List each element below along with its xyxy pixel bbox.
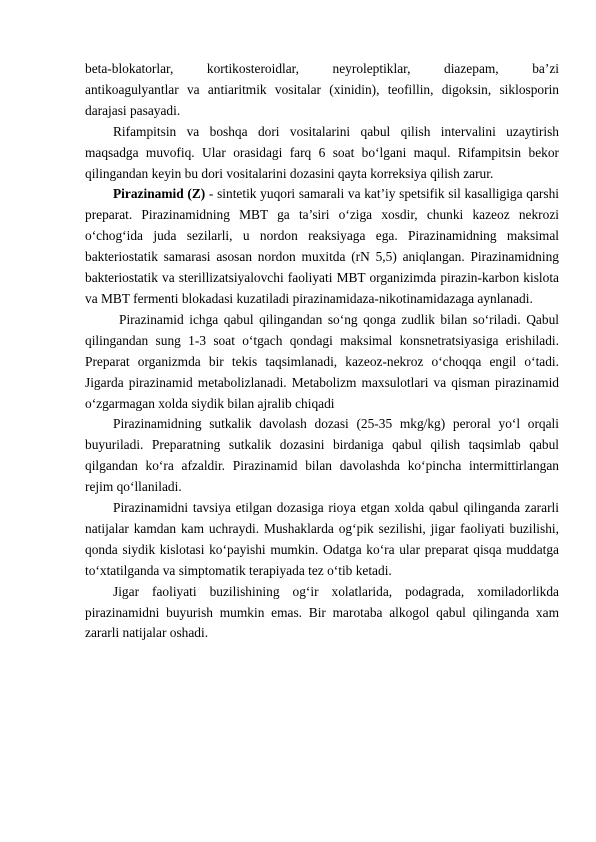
paragraph-pirazinamid-intro bbox=[85, 184, 559, 309]
paragraph-continuation-rest: antikoagulyantlar va antiaritmik vositalar (xinidin), teofillin, digoksin, siklosporin darajasi pasayadi. bbox=[85, 81, 559, 118]
pirazinamid-heading: Pirazinamid (Z) bbox=[113, 186, 206, 202]
paragraph-pirazinamid-absorption: Pirazinamid ichga qabul qilingandan so‘ng qonga zudlik bilan so‘riladi. Qabul qilingandan sung 1-3 soat o‘tgach qondagi maksimal konsnetratsiyasiga erishiladi. Preparat organizmda bir tekis taqsimlanadi, kazeoz-nekroz o‘choqqa engil o‘tadi. Jigarda pirazinamid metabolizlanadi. Metabolizm maxsulotlari va qisman pirazinamid o‘zgarmagan xolda siydik bilan ajralib chiqadi bbox=[85, 311, 559, 411]
paragraph-pirazinamid-dosage: Pirazinamidning sutkalik davolash dozasi (25-35 mkg/kg) peroral yo‘l orqali buyuriladi. Preparatning sutkalik dozasini birdaniga qabul qilish taqsimlab qabul qilgandan ko‘ra afzaldir. Pirazinamid bilan davolashda ko‘pincha intermittirlangan rejim qo‘llaniladi. bbox=[85, 416, 559, 495]
paragraph-pirazinamid-side-effects: Pirazinamidni tavsiya etilgan dozasiga rioya etgan xolda qabul qilinganda zararli natijalar kamdan kam uchraydi. Mushaklarda og‘pik sezilishi, jigar faoliyati buzilishi, qonda siydik kislotasi ko‘payishi mumkin. Odatga ko‘ra ular preparat qisqa muddatga to‘xtatilganda va simptomatik terapiyada tez o‘tib ketadi. bbox=[85, 500, 559, 578]
paragraph-rifampitsin-interval: Rifampitsin va boshqa dori vositalarini qabul qilish intervalini uzaytirish maqsadga muvofiq. Ular orasidagi farq 6 soat bo‘lgani maqul. Rifampitsin bekor qilingandan keyin bu dori vositalarini dozasini qayta korreksiya qilish zarur. bbox=[85, 123, 559, 181]
pirazinamid-intro-text: - sintetik yuqori samarali va kat’iy spetsifik sil kasalligiga qarshi preparat. Pirazinamidning MBT ga ta’siri o‘ziga xosdir, chunki kazeoz nekrozi o‘chog‘ida juda sezilarli, u nordon reaksiyaga ega. Pirazinamidning maksimal bakteriostatik samarasi asosan nordon muxitda (rN 5,5) aniqlangan. Pirazinamidning bakteriostatik va sterillizatsiyalovchi faoliyati MBT organizimda pirazin-karbon kislota va MBT fermenti blokadasi kuzatiladi pirazinamidaza-nikotinamidazaga aynlanadi. bbox=[85, 186, 559, 306]
paragraph-pirazinamid-contraindications: Jigar faoliyati buzilishining og‘ir xolatlarida, podagrada, xomiladorlikda pirazinamidni buyurish mumkin emas. Bir marotaba alkogol qabul qilinganda xam zararli natijalar oshadi. bbox=[85, 583, 559, 641]
document-page bbox=[85, 59, 559, 644]
paragraph-continuation-line: beta-blokatorlar, kortikosteroidlar, neyroleptiklar, diazepam, ba’zi bbox=[85, 61, 559, 76]
